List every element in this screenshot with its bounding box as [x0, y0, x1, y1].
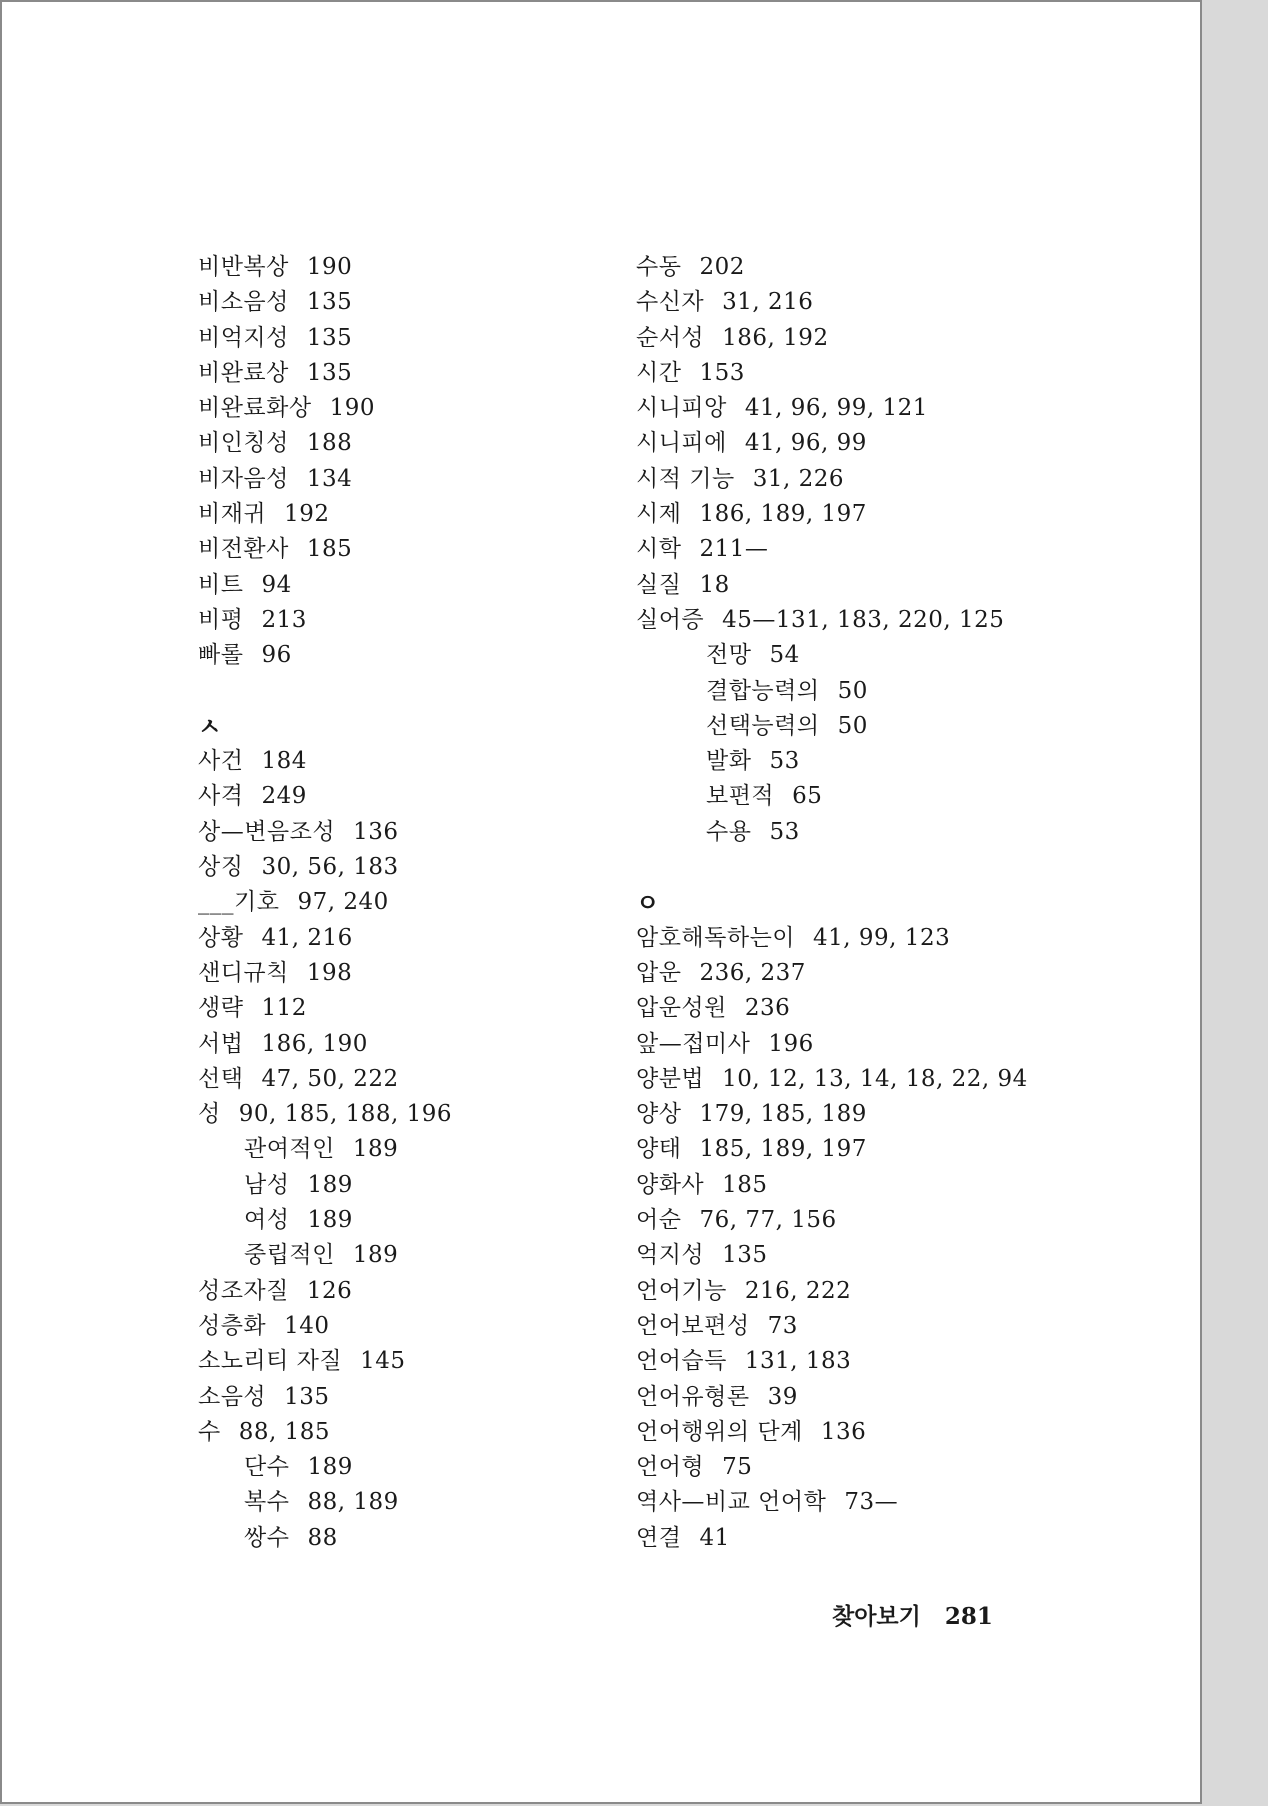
index-term: 보편적: [706, 783, 775, 810]
index-entry: [198, 497, 618, 532]
index-term: 샌디규칙: [198, 959, 289, 986]
index-term: 비반복상: [198, 254, 289, 280]
index-pages: 198: [306, 959, 353, 986]
index-pages: 153: [699, 359, 745, 386]
index-pages: 90, 185, 188, 196: [238, 1101, 453, 1128]
index-term: 비억지성: [198, 324, 289, 351]
index-pages: 185, 189, 197: [699, 1136, 867, 1163]
index-term: 사건: [198, 748, 244, 775]
index-section-letter: ㅅ: [198, 711, 222, 741]
index-subentry: [636, 779, 1056, 814]
index-pages: 135: [306, 324, 353, 351]
index-pages: 189: [307, 1171, 353, 1198]
index-term: 성조자질: [198, 1277, 289, 1304]
index-term: 순서성: [636, 324, 705, 351]
index-term: 여성: [244, 1207, 290, 1234]
index-entry: [198, 356, 618, 391]
index-entry: [198, 956, 618, 991]
index-term: 양태: [636, 1136, 682, 1163]
index-entry: [198, 1027, 618, 1062]
index-term: 억지성: [636, 1242, 705, 1269]
index-pages: 135: [306, 289, 353, 316]
index-pages: 213: [261, 606, 307, 633]
index-pages: 50: [837, 677, 868, 704]
index-pages: 30, 56, 183: [261, 854, 399, 881]
index-pages: 179, 185, 189: [699, 1101, 867, 1128]
index-term: 소노리티 자질: [198, 1348, 343, 1375]
index-term: 상—변음조성: [198, 818, 336, 845]
index-term: 상징: [198, 854, 244, 881]
index-entry: [636, 1380, 1056, 1415]
index-entry: [198, 779, 618, 814]
index-pages: 65: [792, 783, 823, 810]
index-pages: 41, 96, 99, 121: [744, 395, 928, 422]
index-pages: 112: [261, 995, 307, 1022]
index-pages: 135: [284, 1383, 330, 1410]
index-pages: 188: [306, 430, 353, 457]
index-term: 비평: [198, 606, 244, 633]
index-pages: 236, 237: [699, 959, 806, 986]
index-entry: [636, 1450, 1056, 1485]
index-section-letter: ㅇ: [636, 888, 660, 918]
index-pages: 73—: [844, 1489, 899, 1516]
index-pages: 186, 192: [722, 324, 829, 351]
index-term: 시제: [636, 501, 682, 528]
index-entry: [636, 603, 1056, 638]
index-entry: [198, 426, 618, 461]
index-pages: 136: [353, 818, 399, 845]
index-pages: 190: [329, 395, 375, 422]
index-term: 시간: [636, 359, 682, 386]
index-entry: [198, 250, 618, 285]
index-entry: [198, 921, 618, 956]
index-spacer: [198, 674, 618, 709]
index-term: 비트: [198, 571, 244, 598]
index-pages: 50: [837, 712, 868, 739]
index-pages: 186, 189, 197: [699, 501, 867, 528]
index-entry: [198, 1415, 618, 1450]
index-pages: 31, 216: [722, 289, 814, 316]
index-term: 선택능력의: [706, 712, 820, 739]
index-pages: 211—: [699, 536, 769, 563]
index-term: 단수: [244, 1454, 290, 1481]
index-pages: 189: [307, 1454, 353, 1481]
index-pages: 41: [699, 1524, 730, 1551]
index-term: 시적 기능: [636, 465, 735, 492]
index-subentry: [198, 1521, 618, 1556]
index-entry: [198, 744, 618, 779]
index-pages: 131, 183: [744, 1348, 852, 1375]
index-subentry: [636, 674, 1056, 709]
index-pages: 236: [744, 995, 791, 1022]
index-entry: [636, 1485, 1056, 1520]
index-term: 시니피에: [636, 430, 727, 457]
index-term: 소음성: [198, 1383, 267, 1410]
page-footer: [832, 1598, 993, 1631]
index-term: 언어습득: [636, 1348, 727, 1375]
index-entry: [198, 1344, 618, 1379]
index-pages: 75: [722, 1454, 753, 1481]
index-term: 언어보편성: [636, 1312, 750, 1339]
index-pages: 135: [306, 359, 353, 386]
index-subentry: [636, 815, 1056, 850]
index-pages: 185: [722, 1171, 768, 1198]
index-pages: 97, 240: [297, 889, 389, 916]
index-subentry: [198, 1203, 618, 1238]
index-subentry: [636, 709, 1056, 744]
index-entry: [636, 285, 1056, 320]
index-term: 언어형: [636, 1454, 705, 1481]
index-pages: 202: [699, 254, 745, 280]
index-term: 언어행위의 단계: [636, 1418, 803, 1445]
index-term: 성: [198, 1101, 221, 1128]
index-term: 어순: [636, 1207, 682, 1234]
index-term: 중립적인: [244, 1242, 335, 1269]
index-pages: 10, 12, 13, 14, 18, 22, 94: [722, 1065, 1028, 1092]
index-term: 서법: [198, 1030, 244, 1057]
index-subentry: [198, 1132, 618, 1167]
index-pages: 135: [722, 1242, 768, 1269]
index-entry: [198, 1309, 618, 1344]
index-pages: 126: [306, 1277, 353, 1304]
index-term: 실어증: [636, 606, 705, 633]
index-term: 시니피앙: [636, 395, 727, 422]
index-subentry: [198, 1168, 618, 1203]
index-term: ___기호: [198, 889, 280, 916]
index-term: 생략: [198, 995, 244, 1022]
index-term: 남성: [244, 1171, 290, 1198]
index-entry: [198, 885, 618, 920]
index-entry: [198, 462, 618, 497]
index-entry: [636, 1097, 1056, 1132]
index-spacer: [636, 850, 1056, 885]
index-entry: [636, 497, 1056, 532]
index-term: 수: [198, 1418, 221, 1445]
index-term: 수용: [706, 818, 752, 845]
index-entry: [636, 568, 1056, 603]
index-pages: 216, 222: [744, 1277, 852, 1304]
index-entry: [198, 1062, 618, 1097]
index-term: 언어기능: [636, 1277, 727, 1304]
index-term: 쌍수: [244, 1524, 290, 1551]
index-term: 사격: [198, 783, 244, 810]
index-term: 시학: [636, 536, 682, 563]
index-term: 암호해독하는이: [636, 924, 796, 951]
index-entry: [198, 815, 618, 850]
index-entry: [636, 1344, 1056, 1379]
index-term: 비재귀: [198, 501, 267, 528]
index-entry: [636, 1168, 1056, 1203]
index-term: 전망: [706, 642, 752, 669]
index-entry: [198, 1274, 618, 1309]
index-pages: 53: [769, 818, 800, 845]
index-pages: 186, 190: [261, 1030, 368, 1057]
index-entry: [636, 956, 1056, 991]
index-entry: [636, 1203, 1056, 1238]
index-pages: 41, 99, 123: [813, 924, 951, 951]
footer-page-number: 281: [944, 1603, 993, 1630]
index-term: 상황: [198, 924, 244, 951]
index-pages: 189: [307, 1207, 353, 1234]
index-subentry: [198, 1238, 618, 1273]
index-entry: [198, 603, 618, 638]
index-entry: [198, 850, 618, 885]
index-column-left: [198, 250, 618, 1556]
index-term: 성층화: [198, 1312, 267, 1339]
index-pages: 39: [767, 1383, 798, 1410]
index-entry: [636, 921, 1056, 956]
index-pages: 185: [306, 536, 353, 563]
index-term: 비자음성: [198, 465, 289, 492]
index-term: 수동: [636, 254, 682, 280]
index-term: 관여적인: [244, 1136, 335, 1163]
index-term: 복수: [244, 1489, 290, 1516]
index-pages: 88, 189: [307, 1489, 399, 1516]
index-entry: [636, 426, 1056, 461]
index-pages: 189: [352, 1136, 399, 1163]
index-entry: [198, 285, 618, 320]
index-pages: 47, 50, 222: [261, 1065, 399, 1092]
index-pages: 45—131, 183, 220, 125: [722, 606, 1005, 633]
index-entry: [198, 991, 618, 1026]
index-term: 결합능력의: [706, 677, 820, 704]
index-term: 양분법: [636, 1065, 705, 1092]
index-term: 비인칭성: [198, 430, 289, 457]
index-term: 역사—비교 언어학: [636, 1489, 827, 1516]
footer-section-title: 찾아보기: [832, 1603, 921, 1630]
index-entry: [636, 1062, 1056, 1097]
index-entry: [198, 391, 618, 426]
index-term: 압운: [636, 959, 682, 986]
index-pages: 189: [352, 1242, 399, 1269]
index-pages: 249: [261, 783, 307, 810]
index-term: 비완료상: [198, 359, 289, 386]
index-pages: 145: [360, 1348, 406, 1375]
index-term: 연결: [636, 1524, 682, 1551]
index-pages: 73: [767, 1312, 798, 1339]
index-subentry: [636, 638, 1056, 673]
index-entry: [636, 356, 1056, 391]
index-pages: 53: [769, 748, 800, 775]
index-entry: [198, 532, 618, 567]
index-term: 비전환사: [198, 536, 289, 563]
index-entry: [636, 1521, 1056, 1556]
index-pages: 140: [284, 1312, 330, 1339]
index-entry: [636, 321, 1056, 356]
index-entry: [636, 1309, 1056, 1344]
index-entry: [636, 991, 1056, 1026]
index-pages: 192: [284, 501, 330, 528]
index-pages: 184: [261, 748, 307, 775]
index-term: 발화: [706, 748, 752, 775]
index-term: 빠롤: [198, 642, 244, 669]
index-pages: 54: [769, 642, 800, 669]
index-pages: 41, 96, 99: [744, 430, 867, 457]
index-pages: 96: [261, 642, 292, 669]
index-pages: 18: [699, 571, 730, 598]
index-entry: [198, 568, 618, 603]
index-subentry: [198, 1485, 618, 1520]
index-term: 실질: [636, 571, 682, 598]
index-entry: [636, 1415, 1056, 1450]
index-pages: 31, 226: [752, 465, 844, 492]
index-subentry: [198, 1450, 618, 1485]
index-subentry: [636, 744, 1056, 779]
index-entry: [198, 1380, 618, 1415]
index-pages: 190: [306, 254, 353, 280]
index-term: 압운성원: [636, 995, 727, 1022]
index-entry: [636, 1132, 1056, 1167]
index-column-right: [636, 250, 1056, 1556]
index-entry: [636, 250, 1056, 285]
index-pages: 196: [768, 1030, 814, 1057]
index-entry: [636, 1274, 1056, 1309]
index-entry: [636, 1027, 1056, 1062]
viewer-margin: [1202, 0, 1268, 1806]
index-term: 양화사: [636, 1171, 705, 1198]
index-pages: 94: [261, 571, 292, 598]
index-entry: [636, 462, 1056, 497]
index-entry: [636, 1238, 1056, 1273]
index-pages: 134: [306, 465, 353, 492]
index-term: 비완료화상: [198, 395, 312, 422]
index-pages: 88: [307, 1524, 338, 1551]
index-term: 비소음성: [198, 289, 289, 316]
index-entry: [198, 1097, 618, 1132]
index-entry: [636, 532, 1056, 567]
index-pages: 136: [820, 1418, 867, 1445]
index-entry: [636, 391, 1056, 426]
index-term: 언어유형론: [636, 1383, 750, 1410]
index-term: 양상: [636, 1101, 682, 1128]
index-entry: [198, 321, 618, 356]
index-term: 앞—접미사: [636, 1030, 751, 1057]
index-term: 선택: [198, 1065, 244, 1092]
index-pages: 76, 77, 156: [699, 1207, 837, 1234]
index-pages: 88, 185: [238, 1418, 331, 1445]
index-entry: [198, 638, 618, 673]
index-pages: 41, 216: [261, 924, 353, 951]
index-term: 수신자: [636, 289, 705, 316]
